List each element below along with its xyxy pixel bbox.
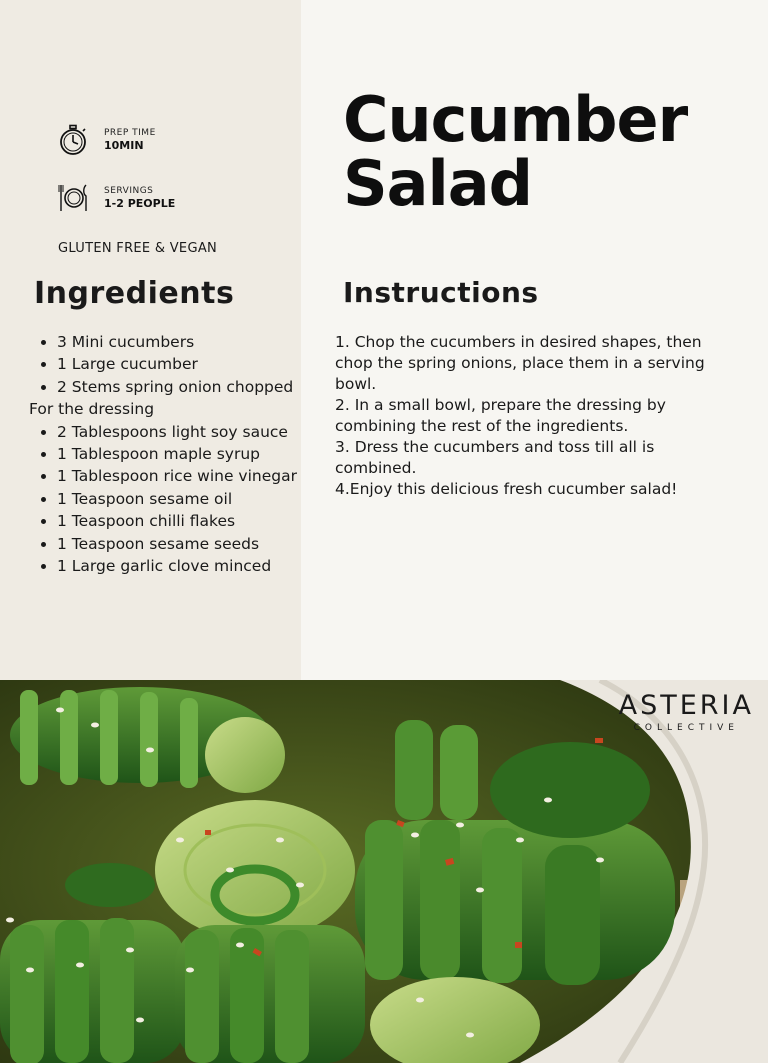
prep-time-row [57,124,156,156]
brand-sub: COLLECTIVE [633,723,739,733]
prep-time-label: PREP TIME [104,128,156,138]
instruction-step: 4.Enjoy this delicious fresh cucumber salad! [335,480,678,498]
ingredients-list [29,331,299,577]
ingredient-item: • 3 Mini cucumbers [57,331,299,353]
plate-cutlery-icon [57,182,89,214]
instructions-heading: Instructions [343,276,539,309]
prep-time-value: 10MIN [104,138,144,152]
brand-name: ASTERIA [618,690,754,721]
dressing-label: For the dressing [29,400,155,419]
salad-illustration [0,680,768,1063]
instruction-step: 3. Dress the cucumbers and toss till all is combined. [335,438,655,477]
ingredient-item: • 1 Tablespoon rice wine vinegar [57,465,299,487]
ingredient-item: • 1 Teaspoon chilli flakes [57,510,299,532]
servings-row [57,182,175,214]
diet-tag: GLUTEN FREE & VEGAN [58,241,218,256]
brand-logo [619,690,754,733]
ingredient-item: • 1 Teaspoon sesame oil [57,488,299,510]
ingredient-item: • 2 Stems spring onion chopped [57,376,299,398]
instruction-step: 2. In a small bowl, prepare the dressing by combining the rest of the ingredients. [335,396,666,435]
ingredient-item: • 1 Teaspoon sesame seeds [57,533,299,555]
title-line-2: Salad [343,147,532,220]
title-line-1: Cucumber [343,83,688,156]
stopwatch-icon [57,124,89,156]
page-title [343,83,688,220]
ingredient-item: • 1 Tablespoon maple syrup [57,443,299,465]
ingredients-heading: Ingredients [34,276,235,311]
ingredient-item: • 2 Tablespoons light soy sauce [57,421,299,443]
servings-label: SERVINGS [104,186,154,196]
ingredient-item: • 1 Large garlic clove minced [57,555,299,577]
instruction-step: 1. Chop the cucumbers in desired shapes, then chop the spring onions, place them in a serving bowl. [335,333,705,393]
ingredient-item: • 1 Large cucumber [57,353,299,375]
servings-value: 1-2 PEOPLE [104,196,176,210]
instructions-list [335,332,735,500]
salad-photo [0,680,768,1063]
